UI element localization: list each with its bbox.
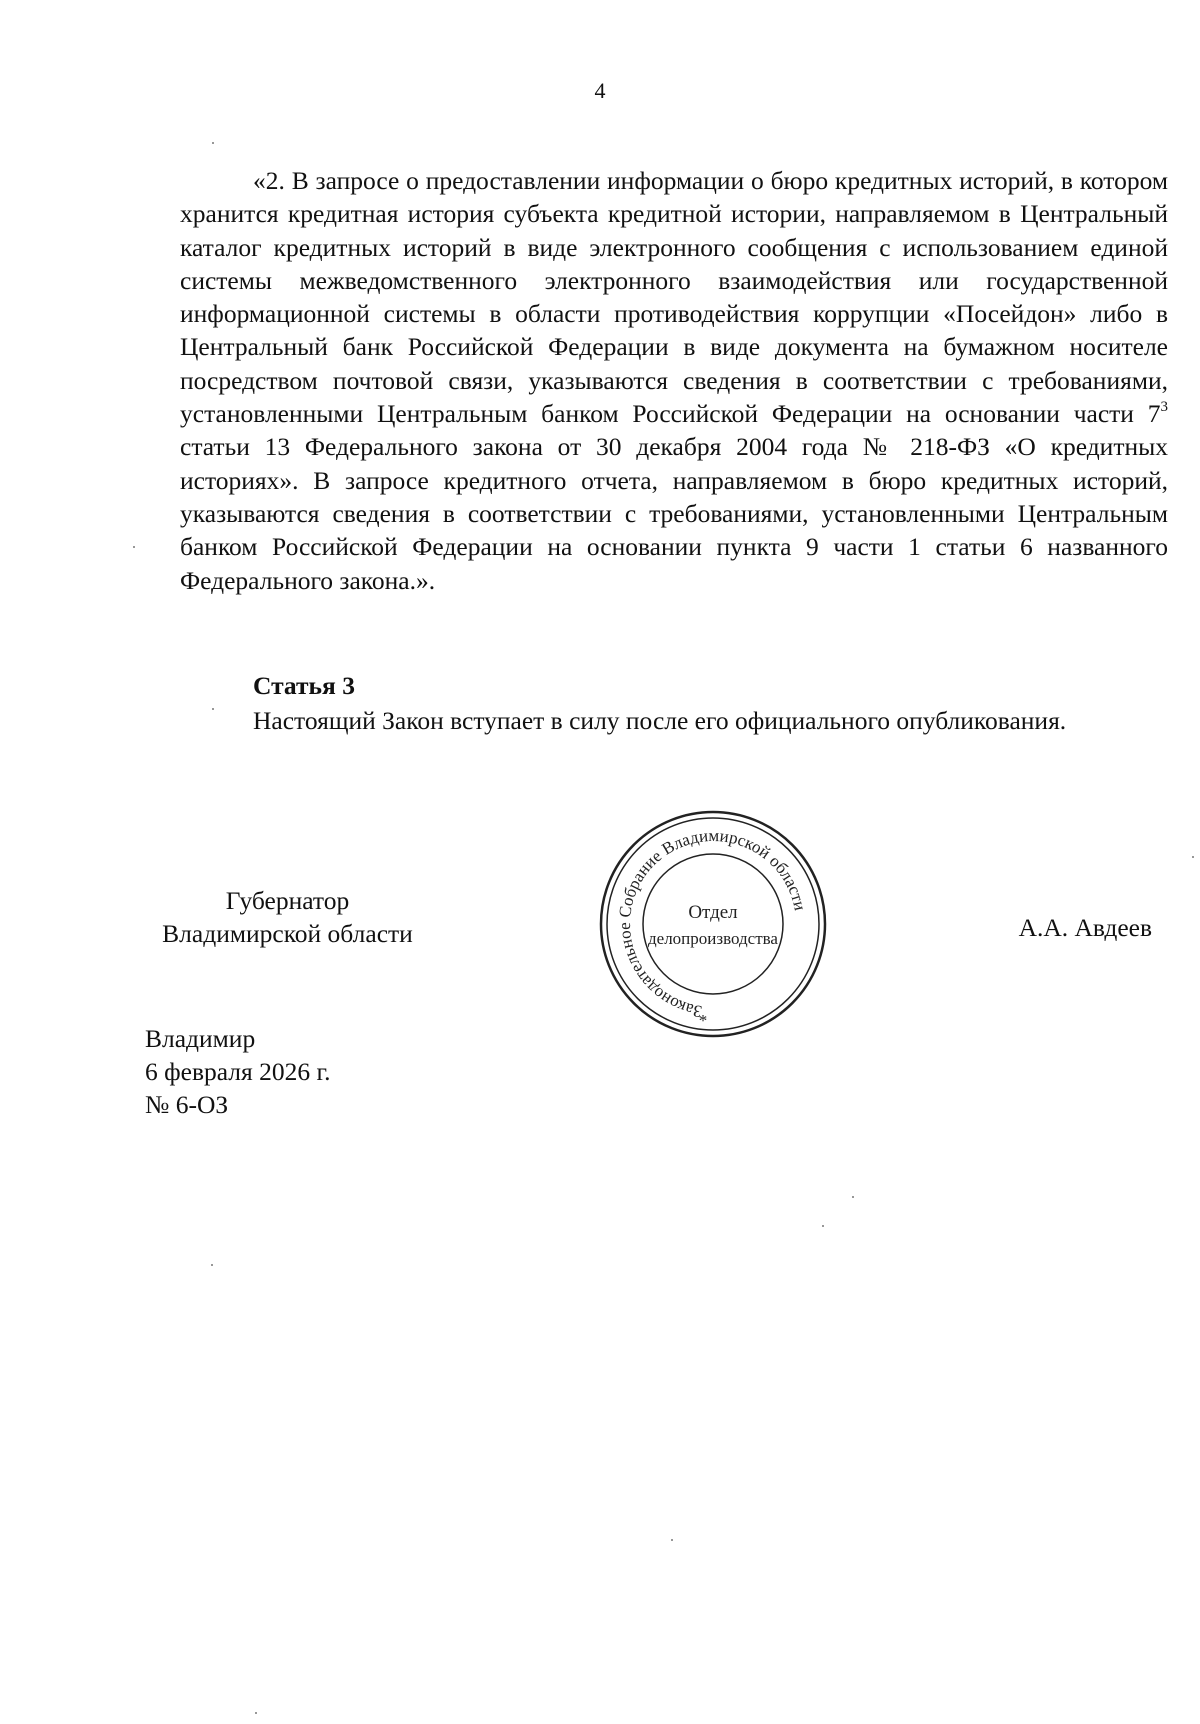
scan-speck [1192,856,1194,858]
seal-center-line-1: Отдел [688,902,738,923]
scan-speck [212,708,214,710]
scan-speck [852,1196,854,1198]
city: Владимир [145,1024,256,1053]
paragraph-text [180,164,1168,597]
scan-speck [211,1264,213,1266]
seal-middle-ring [607,818,819,1030]
seal-outer-ring [601,812,825,1036]
signatory-title-line-1: Губернатор [225,886,350,915]
law-number: № 6-ОЗ [145,1090,229,1119]
superscript-index: 3 [1160,398,1168,415]
paragraph-article-2-amendment [180,164,1168,597]
seal-ring-text: Законодательное Собрание Владимирской области [614,825,810,1022]
page-number: 4 [594,78,606,103]
scan-speck [822,1225,824,1227]
place-date-block [145,1022,330,1121]
scan-speck [255,1712,257,1714]
seal-star: * [698,1011,708,1030]
paragraph-text-part-1: «2. В запросе о предоставлении информации о бюро кредитных историй, в котором хранится кредитная история субъекта кредитной истории, направляемом в Центральный каталог кредитных историй в виде электронного сообщения с использованием единой системы межведомственного электронного взаимодействия или государственной информационной системы в области противодействия коррупции «Посейдон» либо в Центральный банк Российской Федерации в виде документа на бумажном носителе посредством почтовой связи, указываются сведения в соответствии с требованиями, установленными Центральным банком Российской Федерации на основании части 7 [180,166,1168,429]
scan-speck [212,142,214,144]
seal-inner-ring [643,854,783,994]
signatory-title-line-2: Владимирской области [162,919,413,948]
article-text-block [180,704,1168,737]
article-text: Настоящий Закон вступает в силу после его официального опубликования. [253,706,1067,735]
official-seal [595,806,831,1042]
signatory-name: А.А. Авдеев [1018,913,1152,942]
article-heading: Статья 3 [253,671,355,700]
signatory-title [145,884,430,950]
scan-speck [671,1539,673,1541]
scan-speck [133,546,135,548]
seal-center-line-2: делопроизводства [648,929,778,948]
date: 6 февраля 2026 г. [145,1057,331,1086]
paragraph-text-part-2: статьи 13 Федерального закона от 30 декабря 2004 года № 218-ФЗ «О кредитных историях». В запросе кредитного отчета, направляемом в бюро кредитных историй, указываются сведения в соответствии с требованиями, установленными Центральным банком Российской Федерации на основании пункта 9 части 1 статьи 6 названного Федерального закона.». [180,432,1168,595]
